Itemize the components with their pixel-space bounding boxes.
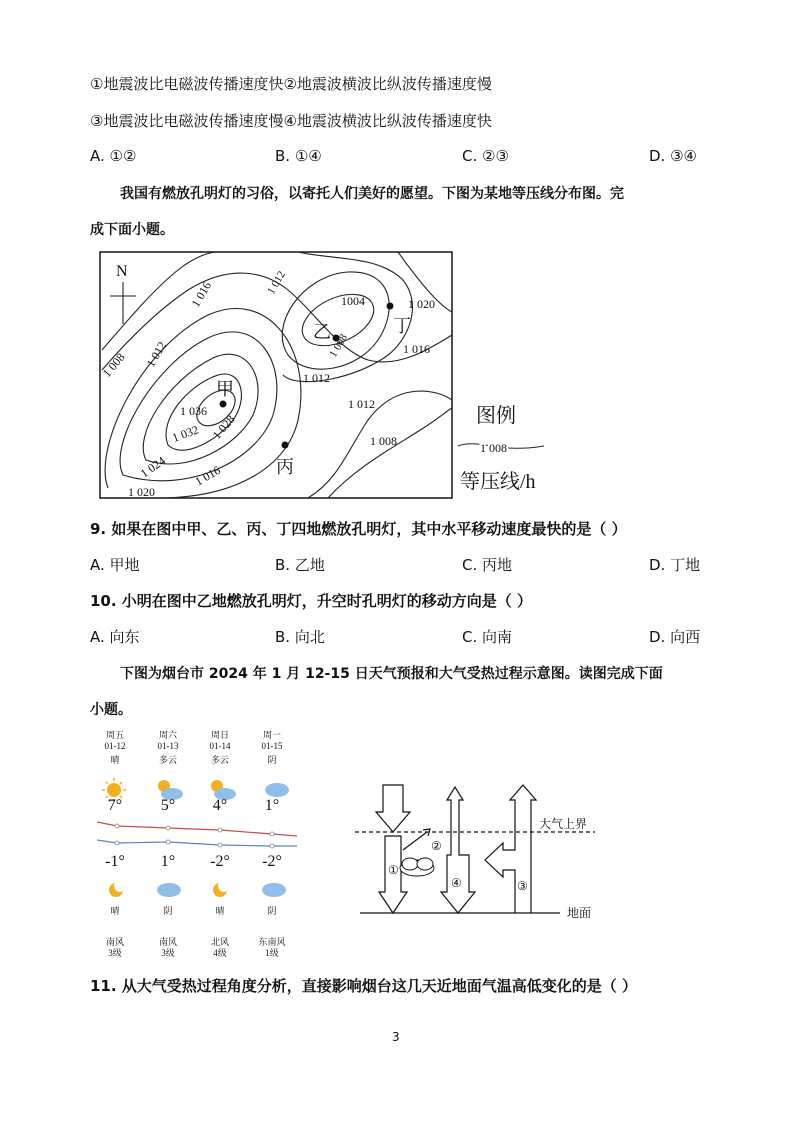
isobar-label: 1 016 — [192, 462, 223, 489]
forecast-cond: 晴 — [110, 755, 120, 765]
forecast-date: 01-12 — [104, 741, 126, 751]
overcast-icon — [265, 783, 289, 797]
q8-option-c: C. ②③ — [462, 147, 509, 165]
moon-icon — [109, 880, 126, 897]
overcast-icon — [157, 883, 181, 897]
low-temp: -2° — [262, 853, 282, 870]
moon-icon — [213, 880, 230, 897]
intro2-line2: 小题。 — [90, 702, 132, 718]
statement-line-1: ①地震波比电磁波传播速度快②地震波横波比纵波传播速度慢 — [90, 75, 492, 93]
forecast-day: 周五 — [105, 730, 124, 740]
high-temp: 7° — [107, 797, 123, 814]
overcast-icon — [262, 883, 286, 897]
q9-option-b: B. 乙地 — [275, 556, 325, 574]
q9-option-c: C. 丙地 — [462, 556, 513, 574]
high-temp: 5° — [160, 797, 176, 814]
forecast-day-col — [90, 730, 140, 766]
forecast-day-col — [195, 730, 245, 766]
point-jia: 甲 — [216, 379, 234, 399]
isobar-label: 1004 — [341, 294, 365, 308]
low-temp: 1° — [160, 853, 176, 870]
isobar-label: 1 028 — [209, 412, 238, 442]
wind-level: 3级 — [108, 948, 122, 958]
night-cond: 晴 — [215, 906, 225, 916]
q9-stem: 9. 如果在图中甲、乙、丙、丁四地燃放孔明灯，其中水平移动速度最快的是（ ） — [90, 520, 627, 538]
page-number: 3 — [392, 1030, 400, 1044]
forecast-date: 01-15 — [261, 741, 283, 751]
wind-level: 3级 — [161, 948, 175, 958]
isobar-label: 1 012 — [348, 397, 375, 411]
wind-col — [247, 937, 297, 959]
night-cond: 阴 — [267, 906, 277, 916]
low-temp: -1° — [105, 853, 125, 870]
high-temp: 1° — [264, 797, 280, 814]
isobar-label: 1 020 — [128, 485, 155, 499]
q10-option-a: A. 向东 — [90, 628, 140, 646]
forecast-day-col — [247, 730, 297, 766]
intro1-line1: 我国有燃放孔明灯的习俗，以寄托人们美好的愿望。下图为某地等压线分布图。完 — [120, 186, 624, 202]
wind-col — [195, 937, 245, 959]
legend-value: 1 008 — [480, 441, 507, 455]
marker-1: ① — [388, 863, 399, 877]
q8-option-a: A. ①② — [90, 147, 137, 165]
wind-direction: 东南风 — [258, 937, 286, 947]
high-temp-line — [97, 822, 297, 836]
forecast-day: 周一 — [262, 730, 281, 740]
q10-option-d: D. 向西 — [649, 628, 701, 646]
isobar-label: 1 012 — [303, 371, 330, 385]
q9-option-a: A. 甲地 — [90, 556, 140, 574]
night-cond: 阴 — [163, 906, 173, 916]
forecast-cond: 多云 — [158, 755, 177, 765]
forecast-date: 01-14 — [209, 741, 231, 751]
isobar-label: 1 008 — [327, 332, 350, 360]
night-cond: 晴 — [110, 906, 120, 916]
legend-text: 等压线/h — [460, 471, 536, 493]
high-temp: 4° — [212, 797, 228, 814]
q9-option-d: D. 丁地 — [649, 556, 701, 574]
wind-col — [143, 937, 193, 959]
isobar-map — [98, 250, 550, 502]
q10-stem: 10. 小明在图中乙地燃放孔明灯，升空时孔明灯的移动方向是（ ） — [90, 592, 533, 610]
forecast-day: 周日 — [210, 730, 229, 740]
wind-level: 1级 — [265, 948, 279, 958]
q8-option-d: D. ③④ — [649, 147, 697, 165]
q10-option-c: C. 向南 — [462, 628, 513, 646]
forecast-cond: 多云 — [210, 755, 229, 765]
cloud-icon — [400, 858, 434, 876]
top-boundary-label: 大气上界 — [539, 817, 588, 831]
forecast-date: 01-13 — [157, 741, 179, 751]
isobar-label: 1 024 — [137, 453, 168, 481]
isobar-label: 1 012 — [143, 339, 170, 370]
wind-direction: 南风 — [158, 937, 177, 947]
statement-line-2: ③地震波比电磁波传播速度慢④地震波横波比纵波传播速度快 — [90, 112, 492, 130]
ground-label: 地面 — [567, 906, 592, 920]
weather-forecast — [92, 730, 307, 958]
q8-option-b: B. ①④ — [275, 147, 322, 165]
forecast-cond: 阴 — [267, 755, 277, 765]
isobar-label: 1 012 — [265, 269, 288, 297]
point-ding: 丁 — [393, 316, 411, 336]
isobar-label: 1 020 — [408, 297, 435, 311]
point-yi: 乙 — [313, 322, 331, 342]
q10-option-b: B. 向北 — [275, 628, 325, 646]
marker-4: ④ — [451, 876, 462, 890]
forecast-day: 周六 — [158, 730, 177, 740]
marker-3: ③ — [517, 879, 528, 893]
isobar-label: 1 032 — [170, 422, 201, 445]
isobar-label: 1 016 — [188, 279, 215, 310]
low-temp: -2° — [210, 853, 230, 870]
wind-col — [90, 937, 140, 959]
marker-2: ② — [431, 839, 442, 853]
legend-title: 图例 — [476, 405, 516, 427]
intro1-line2: 成下面小题。 — [90, 222, 174, 238]
isobar-label: 1 016 — [403, 342, 430, 356]
isobar-label: 1 008 — [99, 350, 128, 380]
isobar-label: 1 008 — [370, 434, 397, 448]
wind-direction: 南风 — [105, 937, 124, 947]
q11-stem: 11. 从大气受热过程角度分析，直接影响烟台这几天近地面气温高低变化的是（ ） — [90, 977, 638, 995]
wind-direction: 北风 — [210, 937, 229, 947]
wind-level: 4级 — [213, 948, 227, 958]
north-label: N — [116, 263, 128, 280]
forecast-day-col — [143, 730, 193, 766]
point-bing: 丙 — [276, 457, 294, 477]
intro2-line1: 下图为烟台市 2024 年 1 月 12-15 日天气预报和大气受热过程示意图。读图完成下面 — [120, 666, 663, 682]
isobar-label: 1 036 — [180, 404, 207, 418]
heating-process-diagram — [355, 780, 615, 925]
low-temp-line — [97, 840, 297, 846]
